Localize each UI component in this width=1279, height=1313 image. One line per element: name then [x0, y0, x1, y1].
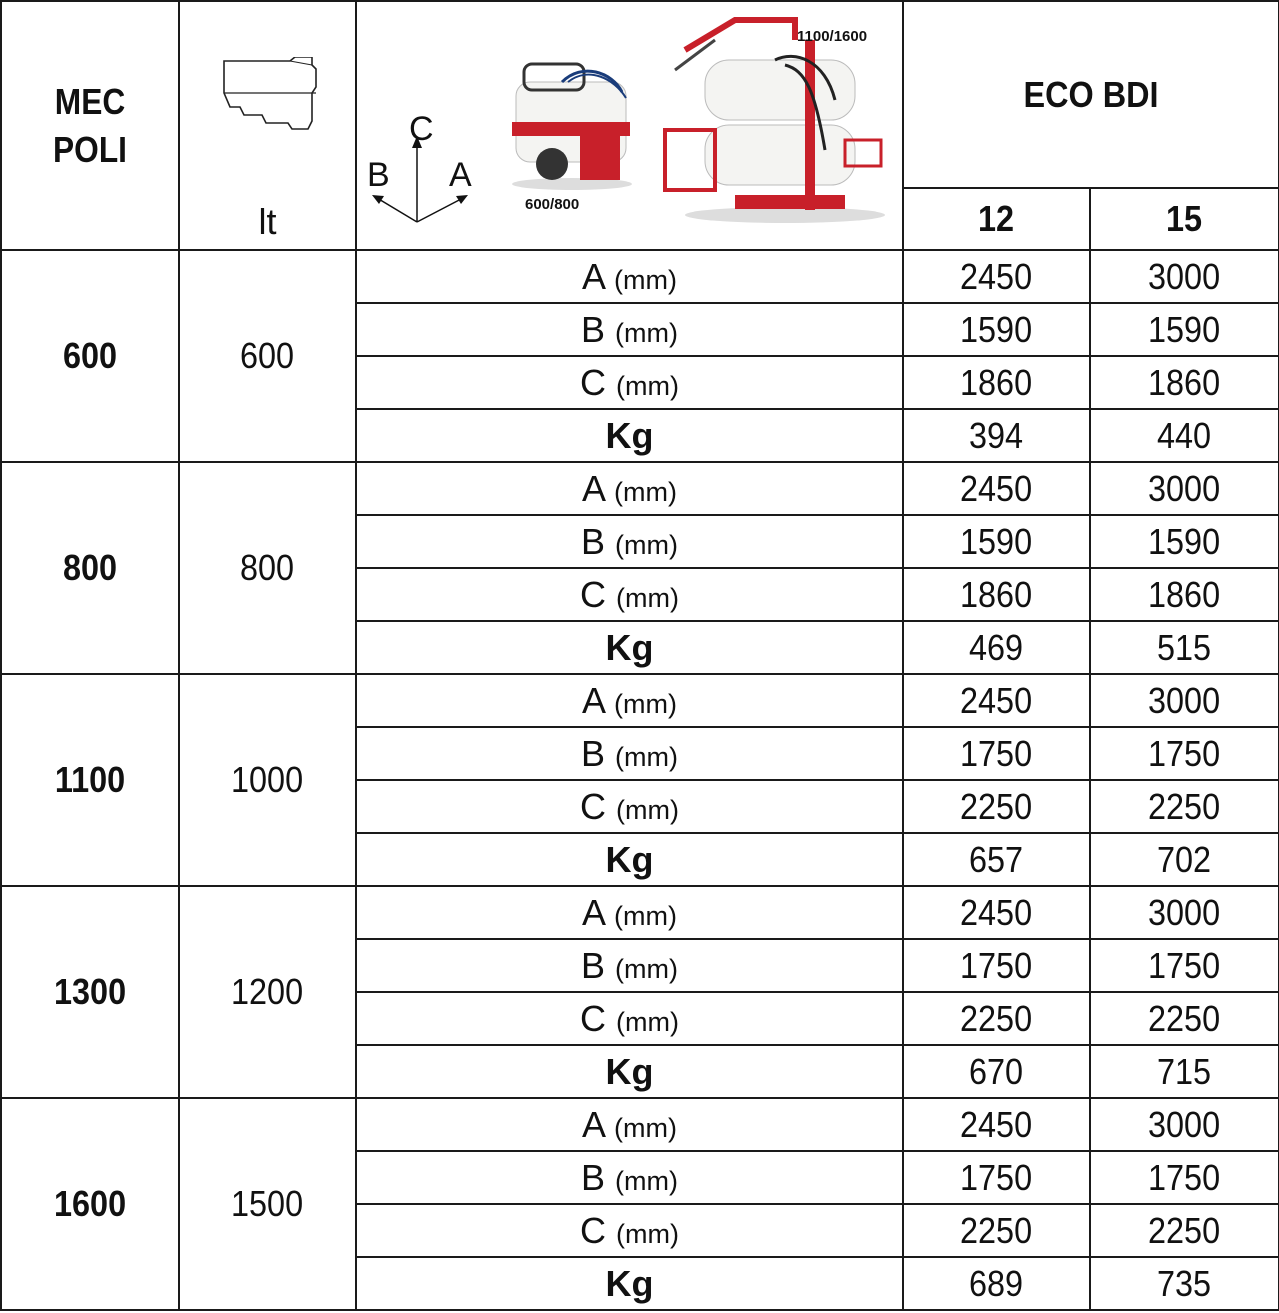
- spec-value: 515: [1157, 626, 1212, 668]
- value-cell: [903, 727, 1090, 780]
- value-cell: [903, 303, 1090, 356]
- dimension-letter: C: [580, 361, 606, 403]
- value-cell: [903, 674, 1090, 727]
- liters-cell: [179, 1098, 356, 1310]
- dimension-label-cell: [356, 356, 903, 409]
- table-row: [1, 250, 1279, 303]
- image-label-small: 600/800: [525, 196, 580, 213]
- value-cell: [903, 780, 1090, 833]
- value-cell: [903, 462, 1090, 515]
- dimension-label-cell: [356, 1098, 903, 1151]
- liters-value: 1000: [231, 759, 304, 800]
- liters-cell: [179, 462, 356, 674]
- dimension-letter: A: [581, 255, 605, 297]
- model-cell: [1, 674, 179, 886]
- dimension-unit: (mm): [614, 688, 677, 719]
- value-cell: [1090, 1098, 1279, 1151]
- spec-value: 1590: [1148, 520, 1221, 562]
- column-label: 12: [978, 198, 1015, 239]
- model-name: 600: [62, 335, 118, 376]
- value-cell: [903, 515, 1090, 568]
- dimension-label-cell: [356, 780, 903, 833]
- value-cell: [903, 568, 1090, 621]
- header-model-line1: MEC: [54, 80, 126, 122]
- value-cell: [1090, 1151, 1279, 1204]
- dimension-letter: C: [580, 785, 606, 827]
- model-cell: [1, 462, 179, 674]
- spec-value: 2250: [1148, 1209, 1221, 1251]
- dimension-letter: B: [581, 732, 606, 774]
- weight-label: Kg: [605, 414, 654, 456]
- value-cell: [903, 250, 1090, 303]
- dimension-label-cell: [356, 1204, 903, 1257]
- dimension-unit: (mm): [616, 1218, 679, 1249]
- spec-value: 469: [969, 626, 1024, 668]
- value-cell: [1090, 621, 1279, 674]
- spec-value: 1860: [960, 573, 1033, 615]
- value-cell: [1090, 568, 1279, 621]
- spec-value: 2450: [960, 255, 1033, 297]
- value-cell: [903, 1098, 1090, 1151]
- value-cell: [903, 939, 1090, 992]
- liters-value: 800: [240, 547, 295, 588]
- spec-value: 2250: [960, 1209, 1033, 1251]
- dimension-label-cell: [356, 1045, 903, 1098]
- value-cell: [1090, 727, 1279, 780]
- sprayer-small-image: [502, 52, 642, 192]
- spec-value: 3000: [1148, 1103, 1221, 1145]
- tank-icon: [220, 57, 320, 137]
- product-title: ECO BDI: [1023, 73, 1159, 115]
- value-cell: [1090, 886, 1279, 939]
- dimension-letter: A: [581, 891, 605, 933]
- dimension-label-cell: [356, 303, 903, 356]
- dimension-unit: (mm): [615, 1165, 678, 1196]
- dimension-label-cell: [356, 250, 903, 303]
- dimension-label-cell: [356, 1257, 903, 1310]
- model-name: 800: [62, 547, 118, 588]
- spec-value: 3000: [1148, 891, 1221, 933]
- liters-value: 1200: [231, 971, 304, 1012]
- table-row: [1, 462, 1279, 515]
- value-cell: [1090, 462, 1279, 515]
- spec-value: 2250: [1148, 785, 1221, 827]
- value-cell: [903, 409, 1090, 462]
- value-cell: [1090, 1257, 1279, 1310]
- model-cell: [1, 886, 179, 1098]
- value-cell: [1090, 409, 1279, 462]
- spec-value: 715: [1157, 1050, 1212, 1092]
- spec-value: 1750: [960, 944, 1033, 986]
- axis-label-a: A: [449, 156, 472, 194]
- spec-value: 702: [1157, 838, 1212, 880]
- value-cell: [1090, 515, 1279, 568]
- liters-cell: [179, 886, 356, 1098]
- dimension-unit: (mm): [614, 900, 677, 931]
- spec-value: 1590: [960, 308, 1033, 350]
- dimension-letter: C: [580, 997, 606, 1039]
- table-row: [1, 886, 1279, 939]
- spec-value: 2450: [960, 679, 1033, 721]
- dimension-label-cell: [356, 568, 903, 621]
- model-cell: [1, 250, 179, 462]
- model-name: 1600: [53, 1183, 127, 1224]
- spec-value: 394: [969, 414, 1024, 456]
- spec-value: 2450: [960, 467, 1033, 509]
- spec-value: 1750: [960, 1156, 1033, 1198]
- spec-value: 1590: [960, 520, 1033, 562]
- value-cell: [903, 621, 1090, 674]
- axis-label-b: B: [367, 156, 390, 194]
- dimension-letter: B: [581, 308, 606, 350]
- dimension-label-cell: [356, 409, 903, 462]
- dimension-letter: A: [581, 679, 605, 721]
- spec-value: 1860: [1148, 573, 1221, 615]
- axis-label-c: C: [409, 110, 434, 148]
- dimension-letter: B: [581, 1156, 606, 1198]
- dimension-unit: (mm): [616, 370, 679, 401]
- weight-label: Kg: [605, 838, 654, 880]
- dimension-label-cell: [356, 674, 903, 727]
- header-col-15: [1090, 188, 1279, 250]
- value-cell: [903, 1257, 1090, 1310]
- spec-value: 2450: [960, 1103, 1033, 1145]
- dimension-unit: (mm): [614, 264, 677, 295]
- value-cell: [1090, 250, 1279, 303]
- table-row: [1, 1098, 1279, 1151]
- liters-cell: [179, 674, 356, 886]
- dimension-label-cell: [356, 727, 903, 780]
- dimension-unit: (mm): [615, 953, 678, 984]
- dimension-label-cell: [356, 462, 903, 515]
- spec-value: 1750: [1148, 1156, 1221, 1198]
- dimension-letter: C: [580, 1209, 606, 1251]
- dimension-label-cell: [356, 515, 903, 568]
- header-image-cell: [356, 1, 903, 250]
- spec-value: 2250: [1148, 997, 1221, 1039]
- header-product-cell: [903, 1, 1279, 188]
- dimension-letter: A: [581, 1103, 605, 1145]
- model-name: 1100: [54, 759, 126, 800]
- column-label: 15: [1166, 198, 1203, 239]
- value-cell: [903, 1204, 1090, 1257]
- value-cell: [903, 992, 1090, 1045]
- value-cell: [1090, 780, 1279, 833]
- weight-label: Kg: [605, 1262, 654, 1304]
- value-cell: [1090, 939, 1279, 992]
- spec-value: 1860: [960, 361, 1033, 403]
- value-cell: [1090, 303, 1279, 356]
- dimension-label-cell: [356, 621, 903, 674]
- dimension-label-cell: [356, 833, 903, 886]
- spec-value: 1750: [1148, 732, 1221, 774]
- table-row: [1, 674, 1279, 727]
- spec-value: 1750: [960, 732, 1033, 774]
- value-cell: [903, 1151, 1090, 1204]
- value-cell: [1090, 356, 1279, 409]
- value-cell: [903, 356, 1090, 409]
- liters-value: 1500: [231, 1183, 304, 1224]
- dimension-letter: B: [581, 520, 606, 562]
- dimension-unit: (mm): [614, 1112, 677, 1143]
- dimension-unit: (mm): [615, 741, 678, 772]
- spec-value: 657: [969, 838, 1024, 880]
- spec-value: 670: [969, 1050, 1024, 1092]
- liters-value: 600: [240, 335, 295, 376]
- value-cell: [1090, 674, 1279, 727]
- header-col-12: [903, 188, 1090, 250]
- spec-value: 2450: [960, 891, 1033, 933]
- spec-value: 1590: [1148, 308, 1221, 350]
- spec-value: 440: [1157, 414, 1212, 456]
- spec-value: 3000: [1148, 467, 1221, 509]
- spec-value: 2250: [960, 997, 1033, 1039]
- header-tank-cell: [179, 1, 356, 250]
- value-cell: [1090, 1045, 1279, 1098]
- value-cell: [1090, 992, 1279, 1045]
- weight-label: Kg: [605, 626, 654, 668]
- dimension-label-cell: [356, 886, 903, 939]
- dimension-label-cell: [356, 1151, 903, 1204]
- dimension-letter: C: [580, 573, 606, 615]
- dimension-unit: (mm): [615, 529, 678, 560]
- dimension-label-cell: [356, 992, 903, 1045]
- value-cell: [903, 833, 1090, 886]
- dimension-unit: (mm): [614, 476, 677, 507]
- value-cell: [1090, 833, 1279, 886]
- liters-cell: [179, 250, 356, 462]
- spec-value: 1750: [1148, 944, 1221, 986]
- model-name: 1300: [53, 971, 127, 1012]
- model-cell: [1, 1098, 179, 1310]
- header-model-cell: [1, 1, 179, 250]
- dimension-unit: (mm): [616, 1006, 679, 1037]
- dimension-label-cell: [356, 939, 903, 992]
- value-cell: [1090, 1204, 1279, 1257]
- spec-value: 1860: [1148, 361, 1221, 403]
- dimension-letter: A: [581, 467, 605, 509]
- spec-value: 3000: [1148, 255, 1221, 297]
- value-cell: [903, 886, 1090, 939]
- spec-value: 735: [1157, 1262, 1212, 1304]
- header-model-line2: POLI: [53, 128, 127, 170]
- spec-value: 689: [969, 1262, 1024, 1304]
- image-label-large: 1100/1600: [797, 28, 868, 45]
- dimension-letter: B: [581, 944, 606, 986]
- dimension-unit: (mm): [616, 582, 679, 613]
- spec-value: 3000: [1148, 679, 1221, 721]
- value-cell: [903, 1045, 1090, 1098]
- dimension-unit: (mm): [615, 317, 678, 348]
- spec-value: 2250: [960, 785, 1033, 827]
- tank-unit: lt: [258, 201, 277, 242]
- weight-label: Kg: [605, 1050, 654, 1092]
- dimension-unit: (mm): [616, 794, 679, 825]
